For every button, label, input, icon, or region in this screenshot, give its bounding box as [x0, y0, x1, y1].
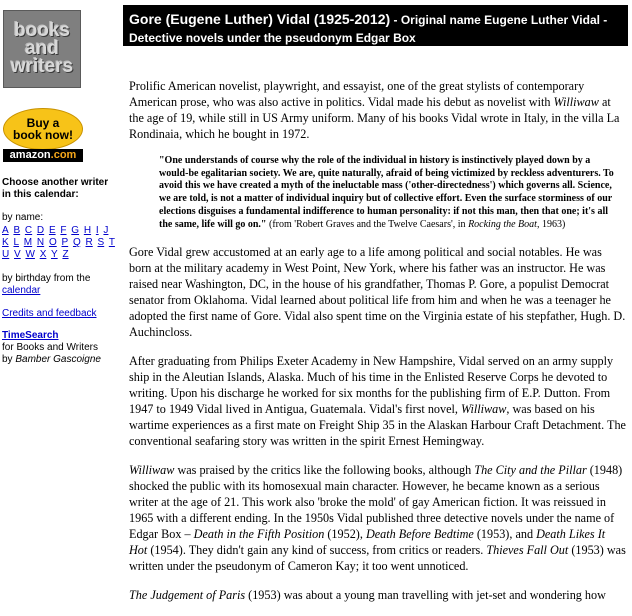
- letter-link-l[interactable]: L: [13, 237, 20, 248]
- alphabet-index: [2, 225, 118, 261]
- letter-link-z[interactable]: Z: [62, 249, 69, 260]
- credits-feedback-link[interactable]: Credits and feedback: [2, 308, 97, 319]
- novels-text-1: was praised by the critics like the following books, although: [174, 463, 475, 478]
- logo-line-3: writers: [10, 56, 74, 77]
- timesearch-for: for Books and Writers: [2, 342, 98, 353]
- choose-writer-label: Choose another writer in this calendar:: [2, 177, 109, 200]
- letter-link-b[interactable]: B: [13, 225, 21, 236]
- letter-link-m[interactable]: M: [23, 237, 33, 248]
- book-title-williwaw: Williwaw: [129, 463, 175, 478]
- intro-text-1: Prolific American novelist, playwright, and essayist, one of the great stylists of contemporary American prose, who was also active in politics. Vidal made his debut as novelist with: [129, 79, 585, 109]
- amazon-buy-button[interactable]: [3, 108, 81, 161]
- timesearch-block: [2, 330, 118, 366]
- army-text-2: , was based on his wartime experiences as a first mate on Freight Ship 35 in the Alaskan Harbour Craft Detachment. The conventional seafaring story was written in the spirit Ernest Hemingway.: [129, 402, 626, 449]
- letter-link-v[interactable]: V: [14, 249, 21, 260]
- novels-text-4: (1953), and: [473, 527, 537, 542]
- letter-link-x[interactable]: X: [39, 249, 47, 260]
- letter-link-p[interactable]: P: [61, 237, 69, 248]
- letter-link-i[interactable]: I: [95, 225, 99, 236]
- novels-text-2: (1948) shocked the public with its homosexual main character. However, he became known as a serious writer at the age of 21. This work also 'broke the mold' of gay American fiction. It was reissued in 1965 with a different ending. In the 1950s Vidal published three detective novels under the name of Edgar Box –: [129, 463, 623, 542]
- judgement-paragraph: [129, 587, 626, 603]
- by-name-label: by name:: [2, 212, 44, 223]
- army-paragraph: [129, 353, 626, 449]
- timesearch-by: by: [2, 354, 13, 365]
- letter-link-d[interactable]: D: [36, 225, 45, 236]
- book-title-death-fifth: Death in the Fifth Position: [193, 527, 325, 542]
- letter-link-k[interactable]: K: [2, 237, 9, 248]
- by-birthday-label: by birthday from the: [2, 273, 91, 284]
- letter-link-g[interactable]: G: [71, 225, 80, 236]
- sidebar: [0, 0, 118, 600]
- letter-link-y[interactable]: Y: [50, 249, 58, 260]
- letter-link-q[interactable]: Q: [72, 237, 81, 248]
- books-and-writers-logo[interactable]: [3, 10, 81, 88]
- intro-text-2: at the age of 19, while still in US Army uniform. Many of his books Vidal wrote in Italy, in the villa La Rondinaia, which he bought in 1972.: [129, 95, 620, 141]
- intro-book-title: Williwaw: [553, 95, 599, 109]
- book-title-city-pillar: The City and the Pillar: [474, 463, 587, 478]
- letter-link-e[interactable]: E: [48, 225, 56, 236]
- book-title-judgement: The Judgement of Paris: [129, 588, 246, 603]
- buy-bubble: [3, 108, 83, 150]
- page-title: Gore (Eugene Luther) Vidal (1925-2012): [129, 11, 391, 27]
- letter-link-r[interactable]: R: [85, 237, 93, 248]
- by-birthday: [2, 273, 118, 297]
- amazon-brand-name: amazon: [9, 149, 51, 161]
- intro-paragraph: [129, 78, 626, 142]
- calendar-link[interactable]: calendar: [2, 285, 41, 296]
- timesearch-author: Bamber Gascoigne: [15, 354, 101, 365]
- letter-link-o[interactable]: O: [48, 237, 57, 248]
- letter-link-n[interactable]: N: [36, 237, 45, 248]
- book-title-death-hot: Death Likes It Hot: [129, 527, 606, 558]
- page-title-banner: [123, 5, 628, 46]
- amazon-brand-suffix: .com: [50, 149, 77, 161]
- quote-source-1: (from 'Robert Graves and the Twelve Caesars', in: [266, 218, 469, 230]
- quote-source-2: , 1963): [536, 218, 566, 230]
- book-title-death-bedtime: Death Before Bedtime: [365, 527, 474, 542]
- article-body: [129, 78, 626, 616]
- early-novels-paragraph: [129, 462, 626, 574]
- vidal-quote: [159, 155, 619, 231]
- logo-line-1: books: [14, 20, 70, 41]
- army-book-title: Williwaw: [461, 402, 507, 417]
- buy-line-2: book now!: [13, 128, 73, 142]
- letter-link-s[interactable]: S: [97, 237, 105, 248]
- book-title-thieves: Thieves Fall Out: [486, 543, 569, 558]
- early-life-paragraph: Gore Vidal grew accustomed at an early age to a life among political and social notables. He was born at the military academy in West Point, New York, where his father was an instructor. He was raised near Washington, DC, in the house of his grandfather, Thomas P. Gore, a populist Democrat senator from Oklahoma. Vidal learned about political life from him and when he was a teenager he adopted the first name of Gore. Vidal also spent time on the Virginia estate of his stepfather, Hugh. D. Auchincloss.: [129, 245, 626, 340]
- quote-text: "One understands of course why the role of the individual in history is instinctively played down by a would-be egalitarian society. We are, quite naturally, afraid of being victimized by reckless adventurers. To avoid this we have created a myth of the ineluctable mass ('other-directedness') which governs all. Science, we are told, is not a matter of individual inquiry but of collective effort. Even the surface storminess of our elections disguises a fundamental indifference to human personality: if not this man, then that one; it's all the same, life will go on.": [159, 155, 614, 230]
- judgement-text: (1953) was about a young man travelling with jet-set and wondering how: [245, 588, 606, 603]
- army-text-1: After graduating from Philips Exeter Academy in New Hampshire, Vidal served on an army supply ship in the Aleutian Islands, Alaska. Much of his time in the Enlisted Reserve Corps he devoted to writing. Upon his discharge he worked for six months for the publishing firm of E.P. Dutton. From 1947 to 1949 Vidal lived in Antigua, Guatemala. Vidal's first novel,: [129, 354, 614, 417]
- letter-link-j[interactable]: J: [103, 225, 109, 236]
- letter-link-h[interactable]: H: [83, 225, 92, 236]
- letter-link-f[interactable]: F: [60, 225, 67, 236]
- amazon-brand: [3, 149, 83, 162]
- letter-link-w[interactable]: W: [25, 249, 35, 260]
- letter-link-a[interactable]: A: [2, 225, 9, 236]
- buy-line-1: Buy a: [26, 116, 60, 130]
- timesearch-link[interactable]: TimeSearch: [2, 330, 59, 341]
- quote-source-title: Rocking the Boat: [468, 218, 537, 230]
- novels-text-5: (1954). They didn't gain any kind of success, from critics or readers.: [147, 543, 487, 558]
- letter-link-t[interactable]: T: [108, 237, 115, 248]
- novels-text-3: (1952),: [324, 527, 366, 542]
- logo-line-2: and: [25, 38, 59, 59]
- page-subtitle: - Original name Eugene Luther Vidal - Detective novels under the pseudonym Edgar Box: [129, 13, 608, 45]
- credits: [2, 308, 118, 320]
- letter-link-u[interactable]: U: [2, 249, 10, 260]
- novels-text-6: (1953) was written under the pseudonym of Cameron Kay; it too went unnoticed.: [129, 543, 626, 574]
- letter-link-c[interactable]: C: [24, 225, 33, 236]
